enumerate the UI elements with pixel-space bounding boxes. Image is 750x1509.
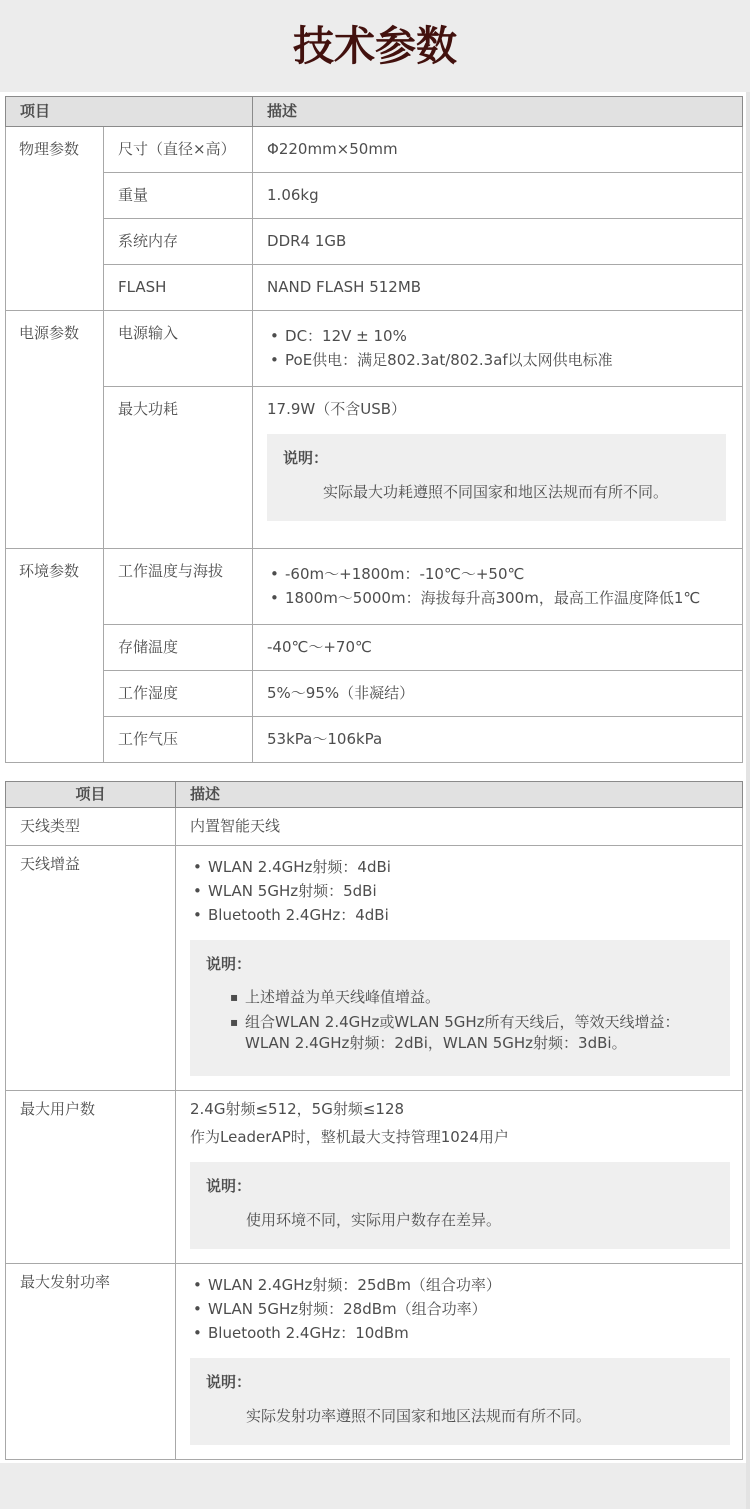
- param-desc-cell: [253, 549, 743, 625]
- table-gap: [0, 763, 750, 781]
- param-label-cell: 工作湿度: [104, 671, 253, 717]
- param-value-line: 作为LeaderAP时，整机最大支持管理1024用户: [190, 1128, 509, 1146]
- bullet-item: • DC：12V ± 10%: [267, 326, 728, 347]
- bullet-list: [190, 857, 732, 926]
- param-desc-cell: [176, 808, 743, 846]
- table-header-row: [6, 97, 743, 127]
- param-label-cell: 重量: [104, 173, 253, 219]
- note-body: 实际最大功耗遵照不同国家和地区法规而有所不同。: [323, 483, 669, 501]
- note-title: 说明：: [206, 955, 252, 973]
- column-header-desc: 描述: [176, 782, 743, 808]
- param-value: Φ220mm×50mm: [267, 140, 398, 158]
- table-row: [6, 717, 743, 763]
- note-body: 实际发射功率遵照不同国家和地区法规而有所不同。: [246, 1407, 592, 1425]
- bullet-list: [267, 326, 728, 371]
- param-value: 53kPa～106kPa: [267, 730, 383, 748]
- table-row: [6, 387, 743, 549]
- note-box: [190, 1162, 730, 1249]
- table-row: [6, 625, 743, 671]
- table-row: [6, 311, 743, 387]
- param-value-line: 2.4G射频≤512，5G射频≤128: [190, 1100, 405, 1118]
- note-body: 使用环境不同，实际用户数存在差异。: [246, 1211, 502, 1229]
- note-bullet-item: ▪ 上述增益为单天线峰值增益。: [230, 987, 714, 1008]
- table-row: [6, 1264, 743, 1460]
- param-desc-cell: [253, 671, 743, 717]
- param-value: -40℃～+70℃: [267, 638, 372, 656]
- note-box: [267, 434, 726, 521]
- table-row: [6, 127, 743, 173]
- note-box: [190, 1358, 730, 1445]
- param-label-cell: 尺寸（直径×高）: [104, 127, 253, 173]
- spec-table-general: [5, 96, 743, 763]
- param-desc-cell: [253, 717, 743, 763]
- page-title: 技术参数: [293, 21, 457, 70]
- param-desc-cell: [176, 1264, 743, 1460]
- note-title: 说明：: [206, 1373, 252, 1391]
- bullet-item: • WLAN 2.4GHz射频：25dBm（组合功率）: [190, 1275, 732, 1296]
- param-label-cell: 最大用户数: [6, 1091, 176, 1264]
- bullet-item: • Bluetooth 2.4GHz：4dBi: [190, 905, 732, 926]
- table-row: [6, 1091, 743, 1264]
- bullet-item: • -60m～+1800m：-10℃～+50℃: [267, 564, 728, 585]
- note-title: 说明：: [206, 1177, 252, 1195]
- param-desc-cell: [253, 625, 743, 671]
- bullet-list: [267, 564, 728, 609]
- title-band: [0, 0, 750, 92]
- param-desc-cell: [253, 173, 743, 219]
- bullet-item: • PoE供电：满足802.3at/802.3af以太网供电标准: [267, 350, 728, 371]
- table-row: [6, 173, 743, 219]
- group-cell: 物理参数: [6, 127, 104, 311]
- param-label-cell: 电源输入: [104, 311, 253, 387]
- param-label-cell: 天线增益: [6, 846, 176, 1091]
- table-row: [6, 219, 743, 265]
- param-value: NAND FLASH 512MB: [267, 278, 422, 296]
- spec-table-wireless: [5, 781, 743, 1460]
- spec-table-1-wrap: [5, 96, 750, 763]
- param-label-cell: 工作气压: [104, 717, 253, 763]
- column-header-item: 项目: [6, 782, 176, 808]
- bullet-item: • 1800m～5000m：海拔每升高300m，最高工作温度降低1℃: [267, 588, 728, 609]
- param-label-cell: 工作温度与海拔: [104, 549, 253, 625]
- param-desc-cell: [253, 387, 743, 549]
- param-value: 5%～95%（非凝结）: [267, 684, 415, 702]
- param-label-cell: 存储温度: [104, 625, 253, 671]
- column-header-item: 项目: [6, 97, 253, 127]
- spec-table-2-wrap: [5, 781, 750, 1460]
- param-label-cell: FLASH: [104, 265, 253, 311]
- bullet-item: • Bluetooth 2.4GHz：10dBm: [190, 1323, 732, 1344]
- table-row: [6, 265, 743, 311]
- group-cell: 环境参数: [6, 549, 104, 763]
- param-desc-cell: [253, 265, 743, 311]
- param-label-cell: 天线类型: [6, 808, 176, 846]
- column-header-desc: 描述: [253, 97, 743, 127]
- param-label-cell: 最大功耗: [104, 387, 253, 549]
- note-title: 说明：: [283, 449, 329, 467]
- param-desc-cell: [176, 1091, 743, 1264]
- param-label-cell: 最大发射功率: [6, 1264, 176, 1460]
- param-value: DDR4 1GB: [267, 232, 347, 250]
- bullet-item: • WLAN 2.4GHz射频：4dBi: [190, 857, 732, 878]
- note-bullet-item: ▪ 组合WLAN 2.4GHz或WLAN 5GHz所有天线后，等效天线增益：WLAN 2.4GHz射频：2dBi，WLAN 5GHz射频：3dBi。: [230, 1012, 714, 1054]
- param-value: 1.06kg: [267, 186, 319, 204]
- bullet-item: • WLAN 5GHz射频：5dBi: [190, 881, 732, 902]
- footer-band: [0, 1463, 750, 1509]
- param-label-cell: 系统内存: [104, 219, 253, 265]
- table-row: [6, 808, 743, 846]
- table-row: [6, 671, 743, 717]
- scrollbar-track[interactable]: [746, 92, 750, 1509]
- param-desc-cell: [176, 846, 743, 1091]
- table-row: [6, 846, 743, 1091]
- param-desc-cell: [253, 311, 743, 387]
- param-value: 17.9W（不含USB）: [267, 400, 407, 418]
- group-cell: 电源参数: [6, 311, 104, 549]
- param-value: 内置智能天线: [190, 817, 281, 835]
- table-row: [6, 549, 743, 625]
- param-desc-cell: [253, 127, 743, 173]
- note-bullet-list: [206, 987, 714, 1054]
- param-desc-cell: [253, 219, 743, 265]
- note-box: [190, 940, 730, 1076]
- bullet-item: • WLAN 5GHz射频：28dBm（组合功率）: [190, 1299, 732, 1320]
- bullet-list: [190, 1275, 732, 1344]
- table-header-row: [6, 782, 743, 808]
